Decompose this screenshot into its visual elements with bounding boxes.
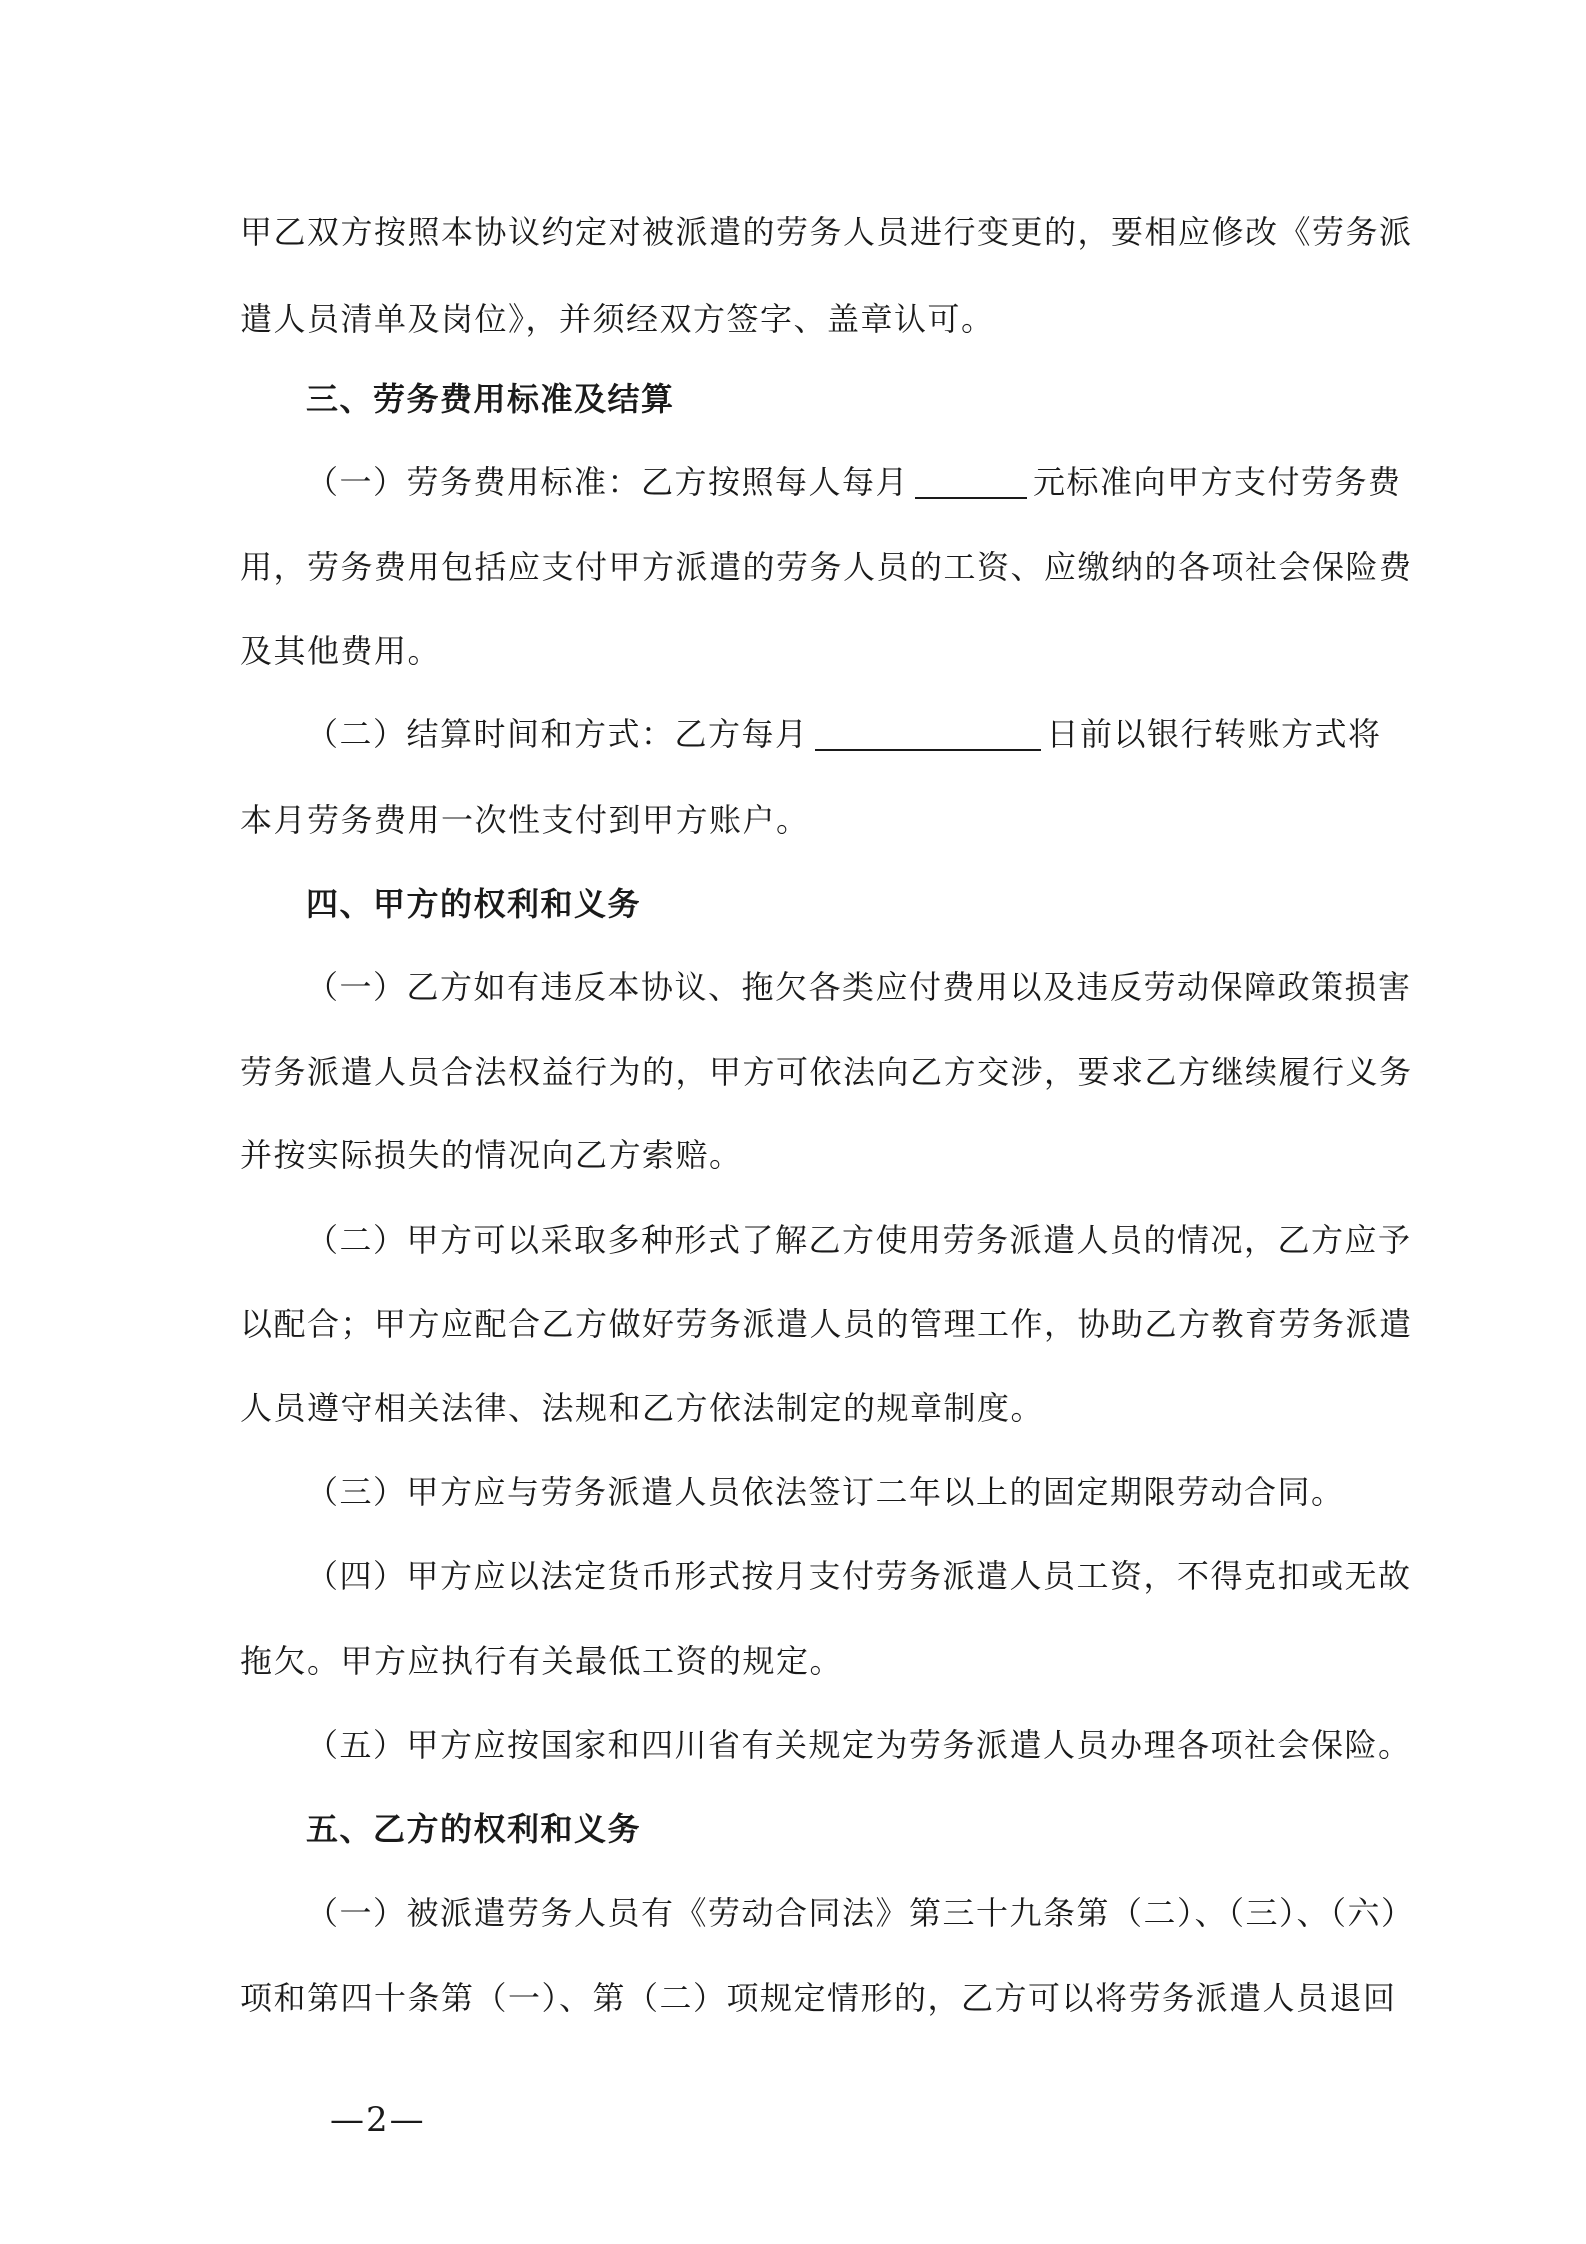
paragraph-line: 遣人员清单及岗位》，并须经双方签字、盖章认可。 (240, 300, 995, 338)
paragraph-line (306, 460, 1402, 504)
paragraph-line: 甲乙双方按照本协议约定对被派遣的劳务人员进行变更的，要相应修改《劳务派 (240, 213, 1413, 251)
paragraph-line: 拖欠。甲方应执行有关最低工资的规定。 (240, 1642, 844, 1680)
paragraph-line: （五）甲方应按国家和四川省有关规定为劳务派遣人员办理各项社会保险。 (306, 1726, 1412, 1764)
paragraph-line: 以配合；甲方应配合乙方做好劳务派遣人员的管理工作，协助乙方教育劳务派遣 (240, 1305, 1413, 1343)
section-heading-3: 三、劳务费用标准及结算 (306, 380, 675, 418)
fee-amount-blank (915, 463, 1027, 499)
paragraph-line: 及其他费用。 (240, 632, 442, 670)
paragraph-line: 并按实际损失的情况向乙方索赔。 (240, 1136, 743, 1174)
page-number: —2— (330, 2100, 426, 2140)
fee-standard-suffix: 元标准向甲方支付劳务费 (1033, 463, 1402, 501)
paragraph-line: 劳务派遣人员合法权益行为的，甲方可依法向乙方交涉，要求乙方继续履行义务 (240, 1053, 1413, 1091)
section-heading-5: 五、乙方的权利和义务 (306, 1810, 642, 1848)
section-heading-4: 四、甲方的权利和义务 (306, 885, 642, 923)
settlement-suffix: 日前以银行转账方式将 (1046, 715, 1382, 753)
paragraph-line: （三）甲方应与劳务派遣人员依法签订二年以上的固定期限劳动合同。 (306, 1473, 1345, 1511)
paragraph-line (306, 712, 1382, 756)
paragraph-line: （二）甲方可以采取多种形式了解乙方使用劳务派遣人员的情况，乙方应予 (306, 1221, 1412, 1259)
paragraph-line: （一）乙方如有违反本协议、拖欠各类应付费用以及违反劳动保障政策损害 (306, 968, 1412, 1006)
paragraph-line: 本月劳务费用一次性支付到甲方账户。 (240, 801, 810, 839)
paragraph-line: （一）被派遣劳务人员有《劳动合同法》第三十九条第（二）、（三）、（六） (306, 1894, 1415, 1932)
paragraph-line: （四）甲方应以法定货币形式按月支付劳务派遣人员工资，不得克扣或无故 (306, 1557, 1412, 1595)
settlement-label: （二）结算时间和方式：乙方每月 (306, 715, 809, 753)
fee-standard-label: （一）劳务费用标准：乙方按照每人每月 (306, 463, 910, 501)
paragraph-line: 用，劳务费用包括应支付甲方派遣的劳务人员的工资、应缴纳的各项社会保险费 (240, 548, 1413, 586)
settlement-day-blank (815, 715, 1041, 751)
paragraph-line: 项和第四十条第（一）、第（二）项规定情形的，乙方可以将劳务派遣人员退回 (240, 1979, 1397, 2017)
paragraph-line: 人员遵守相关法律、法规和乙方依法制定的规章制度。 (240, 1389, 1045, 1427)
